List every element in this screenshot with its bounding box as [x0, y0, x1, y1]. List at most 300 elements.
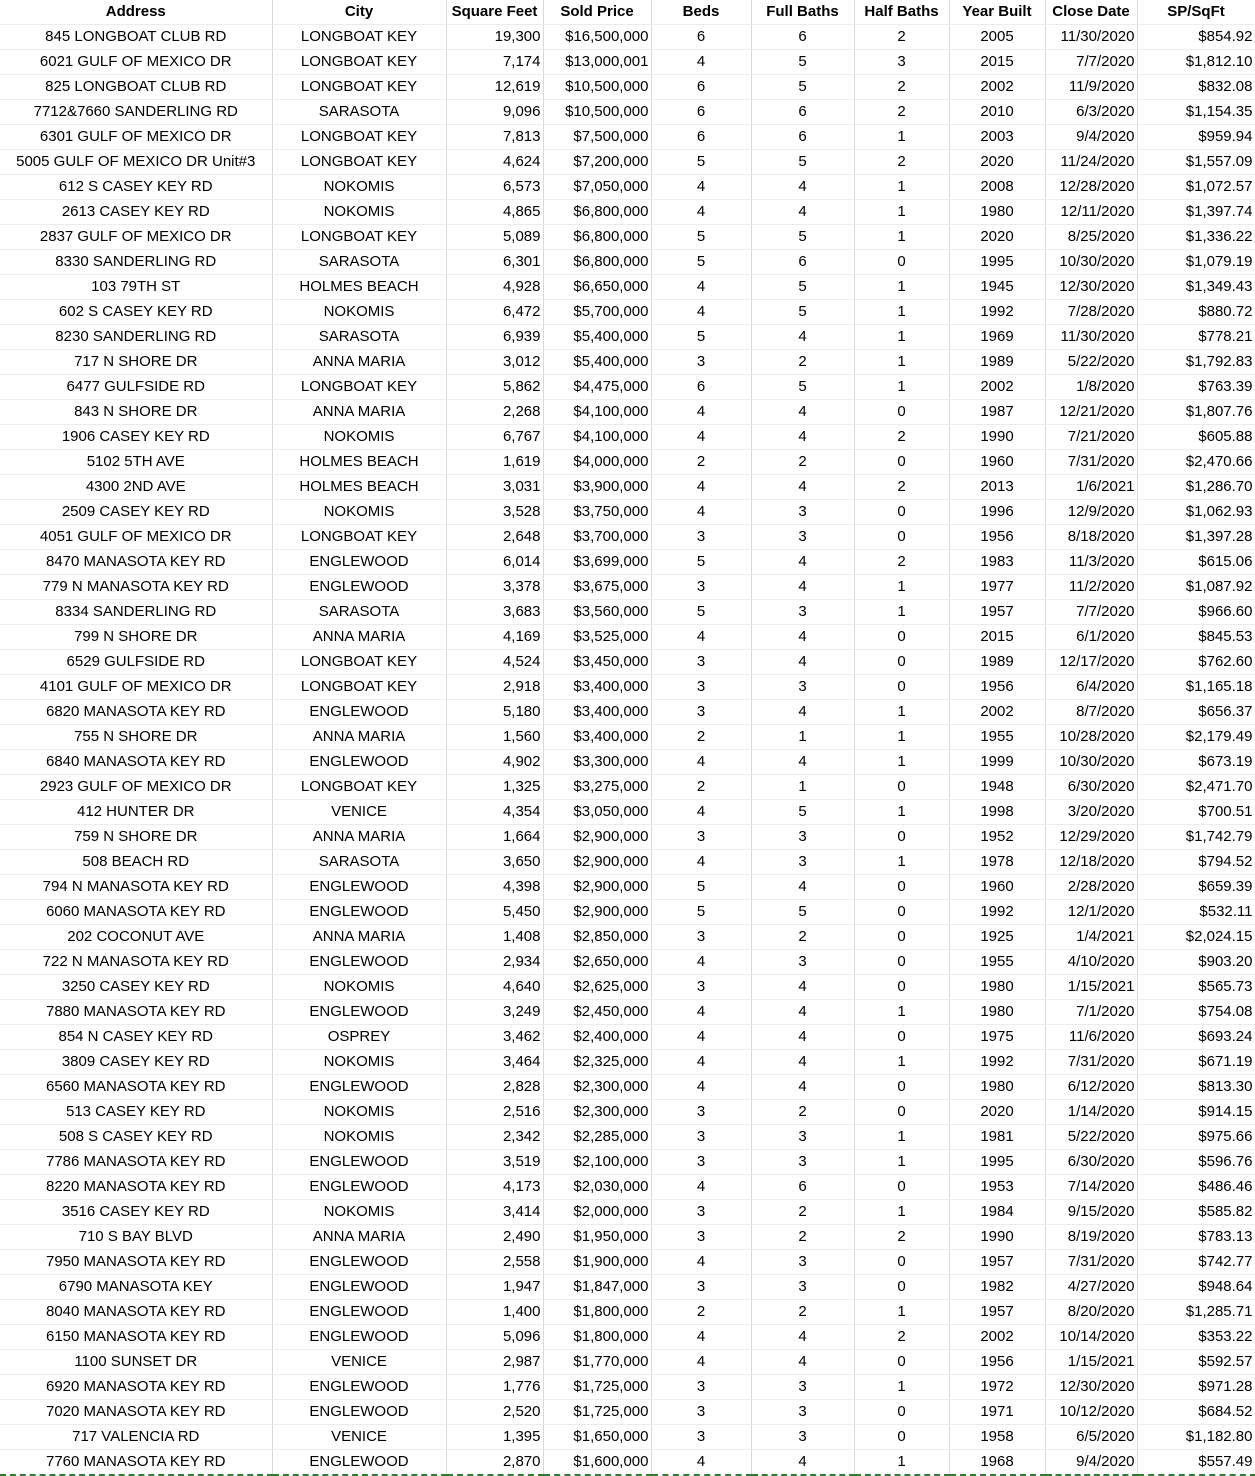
cell-year-built[interactable]: 2002 [949, 375, 1045, 400]
cell-half-baths[interactable]: 1 [854, 850, 949, 875]
cell-sp-sqft[interactable]: $966.60 [1137, 600, 1255, 625]
cell-address[interactable]: 794 N MANASOTA KEY RD [0, 875, 272, 900]
header-close-date[interactable]: Close Date [1045, 0, 1137, 25]
cell-beds[interactable]: 6 [651, 100, 751, 125]
cell-half-baths[interactable]: 1 [854, 275, 949, 300]
cell-full-baths[interactable]: 5 [751, 375, 854, 400]
cell-beds[interactable]: 3 [651, 1150, 751, 1175]
cell-square-feet[interactable]: 3,528 [446, 500, 543, 525]
cell-square-feet[interactable]: 3,414 [446, 1200, 543, 1225]
cell-year-built[interactable]: 2002 [949, 1325, 1045, 1350]
cell-beds[interactable]: 4 [651, 175, 751, 200]
cell-year-built[interactable]: 1992 [949, 300, 1045, 325]
cell-close-date[interactable]: 1/14/2020 [1045, 1100, 1137, 1125]
cell-beds[interactable]: 4 [651, 1250, 751, 1275]
cell-half-baths[interactable]: 3 [854, 50, 949, 75]
cell-close-date[interactable]: 1/4/2021 [1045, 925, 1137, 950]
cell-sp-sqft[interactable]: $903.20 [1137, 950, 1255, 975]
cell-beds[interactable]: 6 [651, 75, 751, 100]
cell-half-baths[interactable]: 1 [854, 1300, 949, 1325]
cell-square-feet[interactable]: 9,096 [446, 100, 543, 125]
cell-city[interactable]: ENGLEWOOD [272, 1325, 446, 1350]
header-half-baths[interactable]: Half Baths [854, 0, 949, 25]
cell-address[interactable]: 6060 MANASOTA KEY RD [0, 900, 272, 925]
cell-city[interactable]: LONGBOAT KEY [272, 225, 446, 250]
cell-city[interactable]: ANNA MARIA [272, 925, 446, 950]
cell-city[interactable]: LONGBOAT KEY [272, 75, 446, 100]
cell-beds[interactable]: 3 [651, 700, 751, 725]
cell-sold-price[interactable]: $1,600,000 [543, 1450, 651, 1476]
cell-year-built[interactable]: 1998 [949, 800, 1045, 825]
cell-sold-price[interactable]: $5,700,000 [543, 300, 651, 325]
cell-beds[interactable]: 4 [651, 1450, 751, 1476]
cell-half-baths[interactable]: 0 [854, 875, 949, 900]
cell-sp-sqft[interactable]: $1,742.79 [1137, 825, 1255, 850]
cell-close-date[interactable]: 11/24/2020 [1045, 150, 1137, 175]
cell-half-baths[interactable]: 0 [854, 250, 949, 275]
cell-year-built[interactable]: 1983 [949, 550, 1045, 575]
cell-half-baths[interactable]: 0 [854, 525, 949, 550]
cell-sold-price[interactable]: $1,847,000 [543, 1275, 651, 1300]
cell-city[interactable]: HOLMES BEACH [272, 450, 446, 475]
cell-year-built[interactable]: 1980 [949, 1000, 1045, 1025]
cell-sp-sqft[interactable]: $1,792.83 [1137, 350, 1255, 375]
cell-beds[interactable]: 3 [651, 1200, 751, 1225]
cell-sold-price[interactable]: $4,100,000 [543, 425, 651, 450]
cell-year-built[interactable]: 1952 [949, 825, 1045, 850]
cell-sp-sqft[interactable]: $880.72 [1137, 300, 1255, 325]
cell-address[interactable]: 717 N SHORE DR [0, 350, 272, 375]
cell-close-date[interactable]: 8/25/2020 [1045, 225, 1137, 250]
cell-close-date[interactable]: 12/18/2020 [1045, 850, 1137, 875]
cell-address[interactable]: 8470 MANASOTA KEY RD [0, 550, 272, 575]
cell-year-built[interactable]: 1957 [949, 1250, 1045, 1275]
cell-sp-sqft[interactable]: $959.94 [1137, 125, 1255, 150]
cell-square-feet[interactable]: 6,014 [446, 550, 543, 575]
cell-sp-sqft[interactable]: $693.24 [1137, 1025, 1255, 1050]
cell-sold-price[interactable]: $1,800,000 [543, 1300, 651, 1325]
cell-square-feet[interactable]: 7,813 [446, 125, 543, 150]
cell-sold-price[interactable]: $2,325,000 [543, 1050, 651, 1075]
cell-square-feet[interactable]: 3,031 [446, 475, 543, 500]
cell-sp-sqft[interactable]: $2,471.70 [1137, 775, 1255, 800]
cell-address[interactable]: 5005 GULF OF MEXICO DR Unit#3 [0, 150, 272, 175]
cell-close-date[interactable]: 1/8/2020 [1045, 375, 1137, 400]
cell-square-feet[interactable]: 3,249 [446, 1000, 543, 1025]
cell-city[interactable]: ENGLEWOOD [272, 1275, 446, 1300]
cell-sold-price[interactable]: $2,900,000 [543, 850, 651, 875]
cell-city[interactable]: VENICE [272, 1350, 446, 1375]
cell-half-baths[interactable]: 1 [854, 600, 949, 625]
cell-sold-price[interactable]: $2,850,000 [543, 925, 651, 950]
cell-half-baths[interactable]: 0 [854, 500, 949, 525]
cell-city[interactable]: LONGBOAT KEY [272, 50, 446, 75]
cell-close-date[interactable]: 7/7/2020 [1045, 600, 1137, 625]
cell-address[interactable]: 779 N MANASOTA KEY RD [0, 575, 272, 600]
cell-beds[interactable]: 3 [651, 825, 751, 850]
cell-beds[interactable]: 3 [651, 350, 751, 375]
cell-sp-sqft[interactable]: $971.28 [1137, 1375, 1255, 1400]
cell-year-built[interactable]: 1956 [949, 525, 1045, 550]
cell-sold-price[interactable]: $2,285,000 [543, 1125, 651, 1150]
cell-year-built[interactable]: 1971 [949, 1400, 1045, 1425]
cell-close-date[interactable]: 8/19/2020 [1045, 1225, 1137, 1250]
cell-close-date[interactable]: 10/28/2020 [1045, 725, 1137, 750]
cell-square-feet[interactable]: 12,619 [446, 75, 543, 100]
cell-sp-sqft[interactable]: $854.92 [1137, 25, 1255, 50]
cell-half-baths[interactable]: 1 [854, 1450, 949, 1476]
cell-city[interactable]: ANNA MARIA [272, 825, 446, 850]
cell-year-built[interactable]: 1990 [949, 425, 1045, 450]
cell-square-feet[interactable]: 1,560 [446, 725, 543, 750]
cell-close-date[interactable]: 11/9/2020 [1045, 75, 1137, 100]
cell-year-built[interactable]: 1987 [949, 400, 1045, 425]
cell-sold-price[interactable]: $7,050,000 [543, 175, 651, 200]
cell-address[interactable]: 6301 GULF OF MEXICO DR [0, 125, 272, 150]
cell-half-baths[interactable]: 1 [854, 175, 949, 200]
cell-year-built[interactable]: 1945 [949, 275, 1045, 300]
cell-address[interactable]: 2613 CASEY KEY RD [0, 200, 272, 225]
cell-address[interactable]: 6920 MANASOTA KEY RD [0, 1375, 272, 1400]
cell-sp-sqft[interactable]: $813.30 [1137, 1075, 1255, 1100]
cell-square-feet[interactable]: 1,400 [446, 1300, 543, 1325]
cell-half-baths[interactable]: 0 [854, 1350, 949, 1375]
cell-sold-price[interactable]: $2,900,000 [543, 875, 651, 900]
cell-address[interactable]: 412 HUNTER DR [0, 800, 272, 825]
cell-half-baths[interactable]: 1 [854, 575, 949, 600]
cell-beds[interactable]: 3 [651, 975, 751, 1000]
cell-address[interactable]: 7880 MANASOTA KEY RD [0, 1000, 272, 1025]
header-sold-price[interactable]: Sold Price [543, 0, 651, 25]
cell-square-feet[interactable]: 4,928 [446, 275, 543, 300]
cell-city[interactable]: ENGLEWOOD [272, 1250, 446, 1275]
cell-address[interactable]: 759 N SHORE DR [0, 825, 272, 850]
cell-close-date[interactable]: 12/11/2020 [1045, 200, 1137, 225]
cell-full-baths[interactable]: 3 [751, 1400, 854, 1425]
cell-year-built[interactable]: 2020 [949, 150, 1045, 175]
cell-sold-price[interactable]: $2,300,000 [543, 1100, 651, 1125]
cell-address[interactable]: 3250 CASEY KEY RD [0, 975, 272, 1000]
cell-year-built[interactable]: 1955 [949, 950, 1045, 975]
cell-year-built[interactable]: 1956 [949, 1350, 1045, 1375]
cell-full-baths[interactable]: 4 [751, 975, 854, 1000]
cell-full-baths[interactable]: 6 [751, 250, 854, 275]
cell-full-baths[interactable]: 6 [751, 1175, 854, 1200]
cell-full-baths[interactable]: 6 [751, 25, 854, 50]
cell-sold-price[interactable]: $1,650,000 [543, 1425, 651, 1450]
cell-full-baths[interactable]: 4 [751, 325, 854, 350]
cell-full-baths[interactable]: 2 [751, 450, 854, 475]
cell-address[interactable]: 508 BEACH RD [0, 850, 272, 875]
cell-year-built[interactable]: 1996 [949, 500, 1045, 525]
cell-square-feet[interactable]: 3,683 [446, 600, 543, 625]
cell-sp-sqft[interactable]: $2,470.66 [1137, 450, 1255, 475]
cell-city[interactable]: ENGLEWOOD [272, 575, 446, 600]
cell-half-baths[interactable]: 0 [854, 775, 949, 800]
cell-beds[interactable]: 5 [651, 550, 751, 575]
cell-year-built[interactable]: 1969 [949, 325, 1045, 350]
cell-year-built[interactable]: 1957 [949, 600, 1045, 625]
cell-sold-price[interactable]: $1,725,000 [543, 1375, 651, 1400]
cell-beds[interactable]: 3 [651, 675, 751, 700]
cell-close-date[interactable]: 8/20/2020 [1045, 1300, 1137, 1325]
header-sp-sqft[interactable]: SP/SqFt [1137, 0, 1255, 25]
cell-full-baths[interactable]: 4 [751, 1350, 854, 1375]
cell-full-baths[interactable]: 4 [751, 1075, 854, 1100]
cell-full-baths[interactable]: 1 [751, 725, 854, 750]
cell-year-built[interactable]: 2013 [949, 475, 1045, 500]
cell-half-baths[interactable]: 1 [854, 800, 949, 825]
cell-beds[interactable]: 3 [651, 1425, 751, 1450]
cell-half-baths[interactable]: 0 [854, 1100, 949, 1125]
cell-city[interactable]: NOKOMIS [272, 425, 446, 450]
cell-square-feet[interactable]: 1,408 [446, 925, 543, 950]
cell-half-baths[interactable]: 1 [854, 225, 949, 250]
cell-square-feet[interactable]: 5,096 [446, 1325, 543, 1350]
cell-half-baths[interactable]: 1 [854, 725, 949, 750]
cell-beds[interactable]: 4 [651, 1050, 751, 1075]
cell-sold-price[interactable]: $3,400,000 [543, 675, 651, 700]
cell-half-baths[interactable]: 1 [854, 325, 949, 350]
cell-sp-sqft[interactable]: $671.19 [1137, 1050, 1255, 1075]
cell-square-feet[interactable]: 2,342 [446, 1125, 543, 1150]
cell-year-built[interactable]: 1980 [949, 200, 1045, 225]
cell-square-feet[interactable]: 4,624 [446, 150, 543, 175]
cell-square-feet[interactable]: 4,169 [446, 625, 543, 650]
cell-full-baths[interactable]: 6 [751, 125, 854, 150]
cell-half-baths[interactable]: 0 [854, 625, 949, 650]
cell-year-built[interactable]: 1984 [949, 1200, 1045, 1225]
cell-city[interactable]: LONGBOAT KEY [272, 375, 446, 400]
cell-address[interactable]: 612 S CASEY KEY RD [0, 175, 272, 200]
cell-city[interactable]: NOKOMIS [272, 1125, 446, 1150]
cell-address[interactable]: 7712&7660 SANDERLING RD [0, 100, 272, 125]
cell-sp-sqft[interactable]: $1,182.80 [1137, 1425, 1255, 1450]
cell-address[interactable]: 6840 MANASOTA KEY RD [0, 750, 272, 775]
cell-city[interactable]: ENGLEWOOD [272, 550, 446, 575]
cell-address[interactable]: 6021 GULF OF MEXICO DR [0, 50, 272, 75]
cell-beds[interactable]: 4 [651, 850, 751, 875]
cell-beds[interactable]: 3 [651, 1375, 751, 1400]
cell-city[interactable]: LONGBOAT KEY [272, 525, 446, 550]
header-full-baths[interactable]: Full Baths [751, 0, 854, 25]
cell-sp-sqft[interactable]: $353.22 [1137, 1325, 1255, 1350]
cell-sold-price[interactable]: $3,675,000 [543, 575, 651, 600]
cell-address[interactable]: 4300 2ND AVE [0, 475, 272, 500]
cell-full-baths[interactable]: 2 [751, 1100, 854, 1125]
cell-sp-sqft[interactable]: $783.13 [1137, 1225, 1255, 1250]
cell-address[interactable]: 755 N SHORE DR [0, 725, 272, 750]
cell-city[interactable]: SARASOTA [272, 250, 446, 275]
cell-close-date[interactable]: 5/22/2020 [1045, 350, 1137, 375]
cell-city[interactable]: LONGBOAT KEY [272, 25, 446, 50]
cell-beds[interactable]: 4 [651, 950, 751, 975]
cell-sold-price[interactable]: $3,450,000 [543, 650, 651, 675]
cell-sold-price[interactable]: $16,500,000 [543, 25, 651, 50]
cell-address[interactable]: 4101 GULF OF MEXICO DR [0, 675, 272, 700]
cell-sp-sqft[interactable]: $592.57 [1137, 1350, 1255, 1375]
cell-address[interactable]: 7950 MANASOTA KEY RD [0, 1250, 272, 1275]
cell-half-baths[interactable]: 2 [854, 75, 949, 100]
header-city[interactable]: City [272, 0, 446, 25]
cell-city[interactable]: LONGBOAT KEY [272, 650, 446, 675]
cell-sp-sqft[interactable]: $700.51 [1137, 800, 1255, 825]
cell-sold-price[interactable]: $5,400,000 [543, 350, 651, 375]
cell-sold-price[interactable]: $4,100,000 [543, 400, 651, 425]
cell-half-baths[interactable]: 2 [854, 100, 949, 125]
cell-sold-price[interactable]: $2,030,000 [543, 1175, 651, 1200]
cell-close-date[interactable]: 1/6/2021 [1045, 475, 1137, 500]
cell-year-built[interactable]: 1980 [949, 1075, 1045, 1100]
cell-half-baths[interactable]: 1 [854, 1125, 949, 1150]
cell-address[interactable]: 6790 MANASOTA KEY [0, 1275, 272, 1300]
cell-close-date[interactable]: 9/4/2020 [1045, 125, 1137, 150]
cell-close-date[interactable]: 11/30/2020 [1045, 25, 1137, 50]
cell-full-baths[interactable]: 1 [751, 775, 854, 800]
cell-year-built[interactable]: 1977 [949, 575, 1045, 600]
cell-full-baths[interactable]: 4 [751, 1025, 854, 1050]
cell-close-date[interactable]: 10/12/2020 [1045, 1400, 1137, 1425]
cell-sold-price[interactable]: $3,699,000 [543, 550, 651, 575]
cell-full-baths[interactable]: 4 [751, 700, 854, 725]
cell-close-date[interactable]: 5/22/2020 [1045, 1125, 1137, 1150]
cell-sp-sqft[interactable]: $2,024.15 [1137, 925, 1255, 950]
cell-square-feet[interactable]: 2,520 [446, 1400, 543, 1425]
cell-half-baths[interactable]: 0 [854, 825, 949, 850]
cell-beds[interactable]: 3 [651, 1400, 751, 1425]
cell-close-date[interactable]: 8/7/2020 [1045, 700, 1137, 725]
cell-sp-sqft[interactable]: $742.77 [1137, 1250, 1255, 1275]
cell-address[interactable]: 508 S CASEY KEY RD [0, 1125, 272, 1150]
cell-city[interactable]: ANNA MARIA [272, 400, 446, 425]
cell-beds[interactable]: 4 [651, 1075, 751, 1100]
cell-half-baths[interactable]: 1 [854, 1050, 949, 1075]
cell-address[interactable]: 1100 SUNSET DR [0, 1350, 272, 1375]
cell-sp-sqft[interactable]: $557.49 [1137, 1450, 1255, 1476]
cell-city[interactable]: ENGLEWOOD [272, 1300, 446, 1325]
cell-beds[interactable]: 5 [651, 225, 751, 250]
cell-full-baths[interactable]: 5 [751, 75, 854, 100]
cell-beds[interactable]: 4 [651, 625, 751, 650]
cell-year-built[interactable]: 1999 [949, 750, 1045, 775]
cell-address[interactable]: 103 79TH ST [0, 275, 272, 300]
cell-year-built[interactable]: 1982 [949, 1275, 1045, 1300]
cell-address[interactable]: 7020 MANASOTA KEY RD [0, 1400, 272, 1425]
cell-address[interactable]: 3516 CASEY KEY RD [0, 1200, 272, 1225]
cell-sold-price[interactable]: $7,200,000 [543, 150, 651, 175]
cell-sp-sqft[interactable]: $975.66 [1137, 1125, 1255, 1150]
cell-year-built[interactable]: 2020 [949, 225, 1045, 250]
cell-full-baths[interactable]: 4 [751, 175, 854, 200]
cell-sold-price[interactable]: $2,400,000 [543, 1025, 651, 1050]
cell-square-feet[interactable]: 1,776 [446, 1375, 543, 1400]
cell-full-baths[interactable]: 4 [751, 425, 854, 450]
cell-beds[interactable]: 4 [651, 475, 751, 500]
cell-sold-price[interactable]: $1,770,000 [543, 1350, 651, 1375]
cell-year-built[interactable]: 2008 [949, 175, 1045, 200]
cell-close-date[interactable]: 12/21/2020 [1045, 400, 1137, 425]
cell-sold-price[interactable]: $2,300,000 [543, 1075, 651, 1100]
cell-close-date[interactable]: 7/31/2020 [1045, 1250, 1137, 1275]
cell-full-baths[interactable]: 5 [751, 225, 854, 250]
cell-sold-price[interactable]: $2,625,000 [543, 975, 651, 1000]
cell-sold-price[interactable]: $6,650,000 [543, 275, 651, 300]
cell-square-feet[interactable]: 2,648 [446, 525, 543, 550]
cell-close-date[interactable]: 9/15/2020 [1045, 1200, 1137, 1225]
cell-sp-sqft[interactable]: $1,286.70 [1137, 475, 1255, 500]
cell-square-feet[interactable]: 1,325 [446, 775, 543, 800]
cell-sp-sqft[interactable]: $659.39 [1137, 875, 1255, 900]
cell-year-built[interactable]: 1995 [949, 1150, 1045, 1175]
cell-close-date[interactable]: 6/12/2020 [1045, 1075, 1137, 1100]
cell-half-baths[interactable]: 0 [854, 400, 949, 425]
cell-city[interactable]: NOKOMIS [272, 500, 446, 525]
cell-close-date[interactable]: 9/4/2020 [1045, 1450, 1137, 1476]
cell-full-baths[interactable]: 4 [751, 650, 854, 675]
cell-city[interactable]: SARASOTA [272, 100, 446, 125]
cell-address[interactable]: 513 CASEY KEY RD [0, 1100, 272, 1125]
cell-close-date[interactable]: 6/3/2020 [1045, 100, 1137, 125]
cell-city[interactable]: HOLMES BEACH [272, 275, 446, 300]
cell-year-built[interactable]: 2015 [949, 50, 1045, 75]
cell-half-baths[interactable]: 2 [854, 1225, 949, 1250]
cell-beds[interactable]: 4 [651, 500, 751, 525]
cell-half-baths[interactable]: 1 [854, 375, 949, 400]
cell-city[interactable]: ENGLEWOOD [272, 1400, 446, 1425]
cell-year-built[interactable]: 1980 [949, 975, 1045, 1000]
cell-sold-price[interactable]: $1,900,000 [543, 1250, 651, 1275]
cell-close-date[interactable]: 7/1/2020 [1045, 1000, 1137, 1025]
cell-sp-sqft[interactable]: $673.19 [1137, 750, 1255, 775]
cell-year-built[interactable]: 1972 [949, 1375, 1045, 1400]
cell-beds[interactable]: 5 [651, 875, 751, 900]
cell-city[interactable]: ENGLEWOOD [272, 900, 446, 925]
cell-sold-price[interactable]: $3,750,000 [543, 500, 651, 525]
cell-sold-price[interactable]: $7,500,000 [543, 125, 651, 150]
cell-square-feet[interactable]: 3,462 [446, 1025, 543, 1050]
cell-full-baths[interactable]: 2 [751, 1300, 854, 1325]
cell-close-date[interactable]: 6/1/2020 [1045, 625, 1137, 650]
cell-year-built[interactable]: 2002 [949, 700, 1045, 725]
cell-sold-price[interactable]: $5,400,000 [543, 325, 651, 350]
cell-sold-price[interactable]: $10,500,000 [543, 100, 651, 125]
cell-sp-sqft[interactable]: $832.08 [1137, 75, 1255, 100]
cell-address[interactable]: 6150 MANASOTA KEY RD [0, 1325, 272, 1350]
cell-square-feet[interactable]: 4,902 [446, 750, 543, 775]
cell-full-baths[interactable]: 3 [751, 825, 854, 850]
cell-sold-price[interactable]: $2,900,000 [543, 900, 651, 925]
cell-city[interactable]: VENICE [272, 1425, 446, 1450]
cell-close-date[interactable]: 2/28/2020 [1045, 875, 1137, 900]
cell-beds[interactable]: 2 [651, 450, 751, 475]
cell-year-built[interactable]: 1975 [949, 1025, 1045, 1050]
cell-half-baths[interactable]: 2 [854, 150, 949, 175]
cell-sp-sqft[interactable]: $1,072.57 [1137, 175, 1255, 200]
cell-address[interactable]: 2837 GULF OF MEXICO DR [0, 225, 272, 250]
cell-year-built[interactable]: 2010 [949, 100, 1045, 125]
cell-square-feet[interactable]: 5,862 [446, 375, 543, 400]
cell-city[interactable]: NOKOMIS [272, 1100, 446, 1125]
cell-square-feet[interactable]: 6,573 [446, 175, 543, 200]
cell-beds[interactable]: 4 [651, 200, 751, 225]
cell-city[interactable]: ANNA MARIA [272, 350, 446, 375]
cell-half-baths[interactable]: 2 [854, 550, 949, 575]
cell-sp-sqft[interactable]: $605.88 [1137, 425, 1255, 450]
cell-square-feet[interactable]: 1,664 [446, 825, 543, 850]
cell-square-feet[interactable]: 4,524 [446, 650, 543, 675]
cell-square-feet[interactable]: 1,619 [446, 450, 543, 475]
cell-square-feet[interactable]: 4,354 [446, 800, 543, 825]
